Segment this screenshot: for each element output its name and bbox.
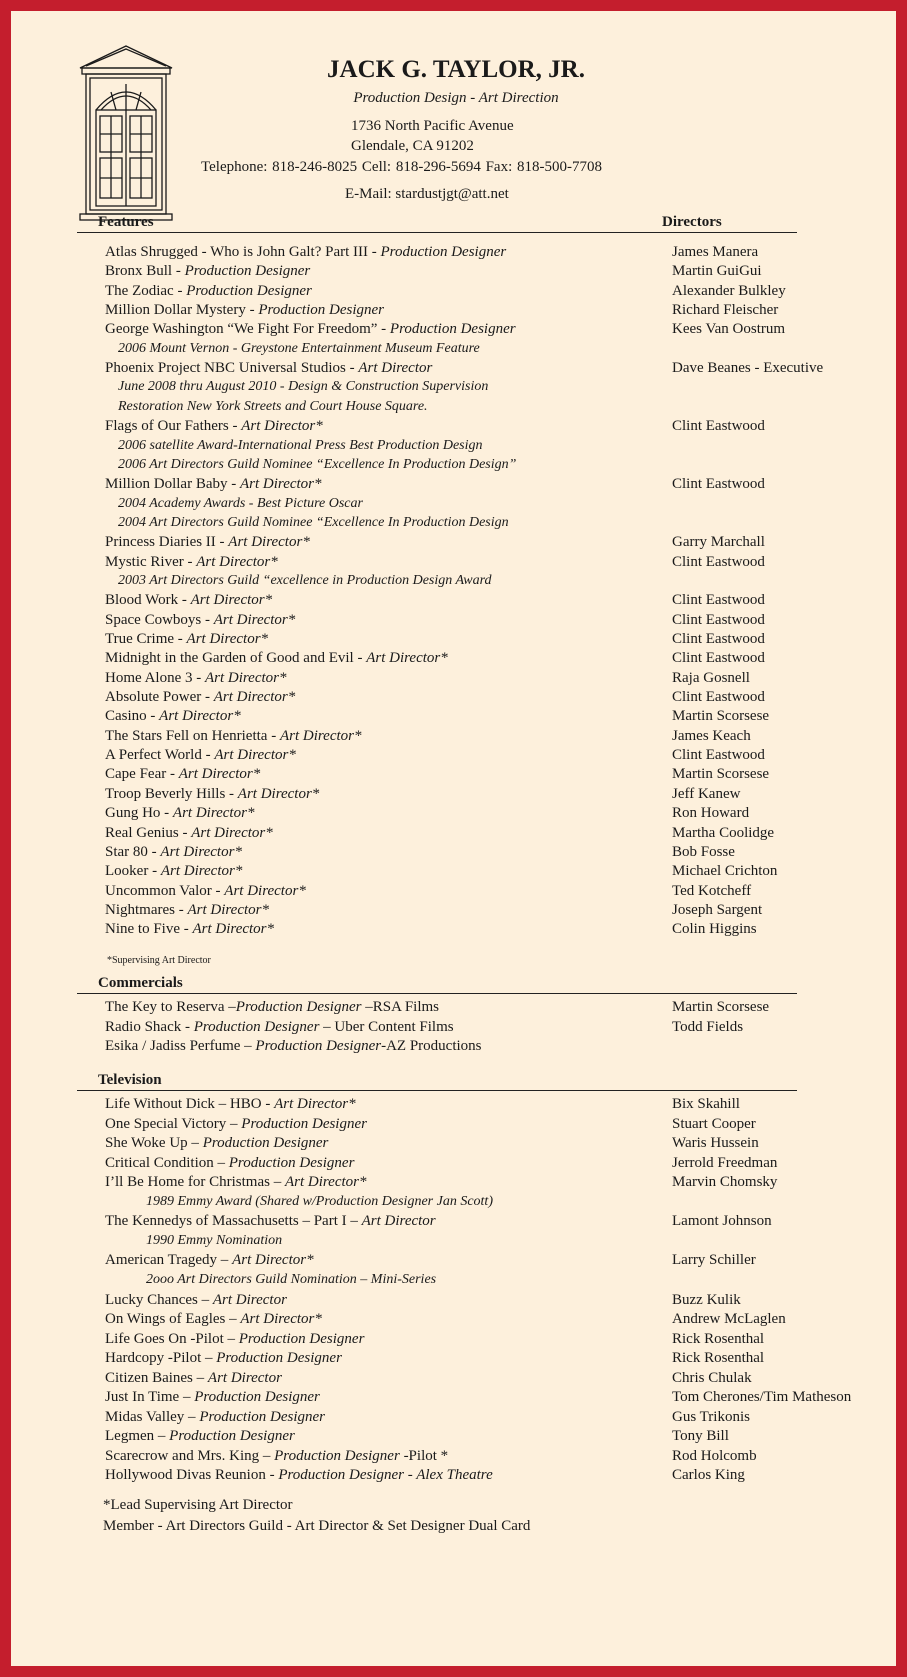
credit-row xyxy=(105,842,885,862)
credit-role: Production Designer xyxy=(216,1350,342,1367)
credit-role: Art Director* xyxy=(172,805,255,822)
credit-director: Clint Eastwood xyxy=(672,631,765,647)
credit-director: Raja Gosnell xyxy=(672,669,750,686)
directors-heading: Directors xyxy=(662,214,722,230)
credit-role: Art Director* xyxy=(279,727,362,744)
address-line: 1736 North Pacific Avenue xyxy=(351,118,514,134)
credit-role: Production Designer xyxy=(186,282,312,299)
credit-row xyxy=(105,552,885,572)
credit-note: 2004 Art Directors Guild Nominee “Excellence In Production Design xyxy=(118,514,509,530)
credit-row xyxy=(105,997,885,1017)
credit-row xyxy=(105,861,885,881)
credit-director: Martin GuiGui xyxy=(672,263,762,280)
credit-director: James Keach xyxy=(672,727,751,744)
credit-title: Million Dollar Mystery - Production Designer xyxy=(105,302,385,319)
credit-title: Bronx Bull - Production Designer xyxy=(105,263,311,280)
credit-director: Carlos King xyxy=(672,1467,745,1484)
credit-role: Art Director* xyxy=(178,766,261,783)
credit-title: Troop Beverly Hills - Art Director* xyxy=(105,785,320,802)
credit-role: Art Director* xyxy=(187,901,270,918)
credit-title: Real Genius - Art Director* xyxy=(105,824,273,841)
credit-row xyxy=(105,1368,885,1388)
credit-title: Flags of Our Fathers - Art Director* xyxy=(105,418,323,435)
credit-role: Art Director xyxy=(207,1369,282,1386)
credit-note: 2006 Mount Vernon - Greystone Entertainment Museum Feature xyxy=(118,340,480,356)
credit-row xyxy=(105,1211,885,1231)
credit-role: Production Designer xyxy=(274,1447,400,1464)
credit-note: 2004 Academy Awards - Best Picture Oscar xyxy=(118,495,363,511)
credit-role: Production Designer xyxy=(241,1115,367,1132)
credit-role: Art Director* xyxy=(237,785,320,802)
credit-director: Michael Crichton xyxy=(672,863,778,880)
credit-row xyxy=(105,803,885,823)
credit-title: Hardcopy -Pilot – Production Designer xyxy=(105,1350,342,1367)
credit-role: Art Director* xyxy=(232,1252,314,1269)
credit-title: Gung Ho - Art Director* xyxy=(105,805,255,822)
credit-role: Production Designer xyxy=(184,263,311,280)
credit-director: Joseph Sargent xyxy=(672,901,763,918)
credit-title: Lucky Chances – Art Director xyxy=(105,1291,287,1308)
credit-role: Art Director* xyxy=(240,476,322,493)
commercials-section-heading xyxy=(77,975,797,994)
credit-role: Art Director* xyxy=(213,611,296,628)
credit-note: June 2008 thru August 2010 - Design & Construction Supervision xyxy=(118,379,489,395)
credit-title: Life Without Dick – HBO - Art Director* xyxy=(105,1096,356,1112)
address-block xyxy=(351,116,514,156)
credit-title: Radio Shack - Production Designer – Uber Content Films xyxy=(105,1018,454,1035)
credit-title: Legmen – Production Designer xyxy=(105,1428,295,1445)
credit-title: Cape Fear - Art Director* xyxy=(105,766,261,783)
credit-role: Art Director* xyxy=(240,1311,322,1328)
credit-title: George Washington “We Fight For Freedom” - Production Designer xyxy=(105,321,516,338)
credit-director: Tony Bill xyxy=(672,1428,729,1445)
credit-title: A Perfect World - Art Director* xyxy=(105,747,296,764)
credit-title: Looker - Art Director* xyxy=(105,863,243,880)
credit-title: The Kennedys of Massachusetts – Part I – Art Director xyxy=(105,1213,436,1230)
credit-title: American Tragedy – Art Director* xyxy=(105,1252,314,1269)
credit-title: Uncommon Valor - Art Director* xyxy=(105,882,306,899)
credit-title: Hollywood Divas Reunion - Production Designer - Alex Theatre xyxy=(105,1467,493,1484)
credit-director: Garry Marchall xyxy=(672,534,765,551)
credit-row xyxy=(105,1036,885,1056)
credit-row xyxy=(105,900,885,920)
credit-director: Tom Cherones/Tim Matheson xyxy=(672,1389,852,1406)
credit-role: Art Director* xyxy=(204,669,287,686)
credit-role: Art Director xyxy=(212,1291,287,1308)
credit-title: Esika / Jadiss Perfume – Production Designer-AZ Productions xyxy=(105,1038,482,1054)
credit-director: James Manera xyxy=(672,244,759,260)
section-title: Features xyxy=(98,214,154,230)
credit-title: Casino - Art Director* xyxy=(105,708,241,725)
credit-title: I’ll Be Home for Christmas – Art Director* xyxy=(105,1174,367,1191)
credit-row xyxy=(105,1133,885,1153)
credit-role: Art Director* xyxy=(196,553,278,570)
credit-director: Dave Beanes - Executive xyxy=(672,360,824,377)
credit-director: Clint Eastwood xyxy=(672,611,765,628)
credit-director: Colin Higgins xyxy=(672,921,757,938)
credit-note: 1990 Emmy Nomination xyxy=(146,1232,283,1248)
credit-director: Clint Eastwood xyxy=(672,418,765,435)
credit-director: Rick Rosenthal xyxy=(672,1350,765,1367)
credit-role: Art Director* xyxy=(190,592,273,609)
credit-director: Ted Kotcheff xyxy=(672,882,752,899)
credit-note: 2003 Art Directors Guild “excellence in Production Design Award xyxy=(118,572,492,588)
credit-row xyxy=(105,1348,885,1368)
credit-role: Art Director* xyxy=(284,1174,367,1191)
credit-row xyxy=(105,1114,885,1134)
credit-title: Phoenix Project NBC Universal Studios - Art Director xyxy=(105,360,433,377)
credit-row xyxy=(105,668,885,688)
features-footnote: *Supervising Art Director xyxy=(107,955,211,966)
credit-row xyxy=(105,881,885,901)
classical-door-icon xyxy=(76,40,176,223)
credit-role: Art Director* xyxy=(274,1096,356,1112)
credit-row xyxy=(105,242,885,262)
credit-row xyxy=(105,745,885,765)
credit-row xyxy=(105,532,885,552)
credit-director: Kees Van Oostrum xyxy=(672,321,786,338)
credit-role: Art Director* xyxy=(159,708,241,725)
credit-title: Space Cowboys - Art Director* xyxy=(105,611,296,628)
resume-tagline: Production Design - Art Direction xyxy=(353,90,559,106)
credit-role: Art Director* xyxy=(186,631,269,647)
credit-role: Art Director* xyxy=(366,650,448,667)
television-section-heading xyxy=(77,1072,797,1091)
credit-director: Todd Fields xyxy=(672,1018,744,1035)
credit-director: Martin Scorsese xyxy=(672,766,770,783)
credit-title: Midnight in the Garden of Good and Evil - Art Director* xyxy=(105,650,448,667)
credit-role: Production Designer xyxy=(194,1389,320,1406)
credit-role: Art Director* xyxy=(214,747,296,764)
credit-row xyxy=(105,1407,885,1427)
credit-role: Production Designer xyxy=(389,321,516,338)
credit-row xyxy=(105,687,885,707)
credit-role: Production Designer xyxy=(193,1018,320,1035)
credit-title: Absolute Power - Art Director* xyxy=(105,689,296,706)
credit-role: Art Director* xyxy=(192,921,275,938)
credit-director: Jeff Kanew xyxy=(672,785,741,802)
credit-row xyxy=(105,281,885,301)
credit-role: Production Designer xyxy=(202,1135,329,1152)
credit-row xyxy=(105,1094,885,1114)
credit-role: Production Designer xyxy=(199,1408,325,1425)
credit-row xyxy=(105,706,885,726)
credit-director: Bob Fosse xyxy=(672,843,735,860)
credit-title: Atlas Shrugged - Who is John Galt? Part III - Production Designer xyxy=(105,244,507,260)
credit-row xyxy=(105,1309,885,1329)
credit-title: Citizen Baines – Art Director xyxy=(105,1369,282,1386)
credit-role: Production Designer xyxy=(255,1038,382,1054)
credit-role: Production Designer xyxy=(169,1428,295,1445)
credit-director: Rod Holcomb xyxy=(672,1447,757,1464)
credit-row xyxy=(105,629,885,649)
footer-membership: Member - Art Directors Guild - Art Director & Set Designer Dual Card xyxy=(103,1518,531,1534)
credit-director: Andrew McLaglen xyxy=(672,1311,786,1328)
credit-director: Gus Trikonis xyxy=(672,1408,750,1425)
credit-director: Clint Eastwood xyxy=(672,650,765,667)
credit-role: Art Director* xyxy=(191,824,273,841)
credit-title: Nightmares - Art Director* xyxy=(105,901,270,918)
credit-title: Just In Time – Production Designer xyxy=(105,1389,320,1406)
credit-title: The Stars Fell on Henrietta - Art Director* xyxy=(105,727,362,744)
credit-title: Blood Work - Art Director* xyxy=(105,592,273,609)
credit-director: Stuart Cooper xyxy=(672,1115,756,1132)
credit-row xyxy=(105,823,885,843)
credit-title: Critical Condition – Production Designer xyxy=(105,1154,355,1171)
credit-row xyxy=(105,610,885,630)
credit-row xyxy=(105,358,885,378)
credit-title: True Crime - Art Director* xyxy=(105,631,269,647)
credit-row xyxy=(105,764,885,784)
credit-row xyxy=(105,1153,885,1173)
credit-note: 2006 Art Directors Guild Nominee “Excellence In Production Design” xyxy=(118,456,517,472)
credit-role: Art Director* xyxy=(241,418,323,435)
credit-director: Bix Skahill xyxy=(672,1096,740,1112)
credit-director: Rick Rosenthal xyxy=(672,1330,765,1347)
credit-role: Art Director* xyxy=(160,843,242,860)
credit-role: Production Designer xyxy=(258,302,385,319)
credit-row xyxy=(105,474,885,494)
credit-director: Clint Eastwood xyxy=(672,592,765,609)
credit-note: 1989 Emmy Award (Shared w/Production Designer Jan Scott) xyxy=(146,1193,493,1209)
credit-row xyxy=(105,726,885,746)
credit-title: Million Dollar Baby - Art Director* xyxy=(105,476,322,493)
credit-role: Production Designer xyxy=(238,1330,365,1347)
credit-row xyxy=(105,261,885,281)
credit-role: Art Director xyxy=(358,360,433,377)
credit-director: Jerrold Freedman xyxy=(672,1154,778,1171)
credit-director: Buzz Kulik xyxy=(672,1291,741,1308)
credit-director: Ron Howard xyxy=(672,805,750,822)
credit-note: 2ooo Art Directors Guild Nomination – Mini-Series xyxy=(146,1271,437,1287)
credit-title: Star 80 - Art Director* xyxy=(105,843,242,860)
section-title: Television xyxy=(98,1072,162,1088)
credit-role: Art Director* xyxy=(160,863,243,880)
credit-row xyxy=(105,416,885,436)
phone-numbers: Telephone: 818-246-8025 Cell: 818-296-5694 Fax: 818-500-7708 xyxy=(201,159,602,175)
credit-row xyxy=(105,590,885,610)
credit-row xyxy=(105,1465,885,1485)
credit-director: Richard Fleischer xyxy=(672,302,779,319)
credit-title: One Special Victory – Production Designer xyxy=(105,1115,367,1132)
credit-director: Marvin Chomsky xyxy=(672,1174,778,1191)
credit-title: Home Alone 3 - Art Director* xyxy=(105,669,287,686)
credit-note: Restoration New York Streets and Court House Square. xyxy=(118,398,428,414)
resume-page xyxy=(11,11,896,1666)
credit-row xyxy=(105,1290,885,1310)
credit-row xyxy=(105,1017,885,1037)
credit-row xyxy=(105,1426,885,1446)
credit-title: Scarecrow and Mrs. King – Production Designer -Pilot * xyxy=(105,1447,449,1464)
credit-row xyxy=(105,1446,885,1466)
credit-row xyxy=(105,784,885,804)
features-section-heading xyxy=(77,214,797,233)
credit-director: Waris Hussein xyxy=(672,1135,759,1152)
credit-director: Alexander Bulkley xyxy=(672,282,786,299)
credit-row xyxy=(105,1172,885,1192)
credit-title: Midas Valley – Production Designer xyxy=(105,1408,325,1425)
credit-role: Production Designer xyxy=(235,999,362,1015)
credit-row xyxy=(105,1387,885,1407)
credit-row xyxy=(105,319,885,339)
credit-role: Production Designer xyxy=(380,244,507,260)
credit-title: Princess Diaries II - Art Director* xyxy=(105,534,310,551)
credit-note: 2006 satellite Award-International Press Best Production Design xyxy=(118,437,483,453)
address-line: Glendale, CA 91202 xyxy=(351,138,474,154)
credit-title: Mystic River - Art Director* xyxy=(105,553,278,570)
credit-row xyxy=(105,1329,885,1349)
credit-title: She Woke Up – Production Designer xyxy=(105,1135,329,1152)
credit-row xyxy=(105,300,885,320)
credit-director: Chris Chulak xyxy=(672,1369,752,1386)
credit-director: Larry Schiller xyxy=(672,1252,756,1269)
credit-director: Clint Eastwood xyxy=(672,476,765,493)
credit-title: Nine to Five - Art Director* xyxy=(105,921,275,938)
credit-title: The Key to Reserva –Production Designer –RSA Films xyxy=(105,999,440,1015)
credit-director: Martin Scorsese xyxy=(672,708,770,725)
credit-row xyxy=(105,648,885,668)
credit-row xyxy=(105,919,885,939)
credit-director: Clint Eastwood xyxy=(672,747,765,764)
credit-director: Martin Scorsese xyxy=(672,999,770,1015)
credit-director: Clint Eastwood xyxy=(672,553,765,570)
resume-name: JACK G. TAYLOR, JR. xyxy=(327,56,585,83)
credit-director: Martha Coolidge xyxy=(672,824,775,841)
footer-note: *Lead Supervising Art Director xyxy=(103,1497,293,1513)
credit-row xyxy=(105,1250,885,1270)
email-address: E-Mail: stardustjgt@att.net xyxy=(345,186,509,202)
credit-director: Lamont Johnson xyxy=(672,1213,772,1230)
credit-title: The Zodiac - Production Designer xyxy=(105,282,312,299)
credit-role: Production Designer xyxy=(228,1154,355,1171)
credit-role: Production Designer - Alex Theatre xyxy=(278,1467,493,1484)
credit-role: Art Director xyxy=(361,1213,436,1230)
credit-role: Art Director* xyxy=(228,534,310,551)
section-title: Commercials xyxy=(98,975,183,991)
credit-role: Art Director* xyxy=(213,689,296,706)
credit-title: Life Goes On -Pilot – Production Designer xyxy=(105,1330,365,1347)
credit-role: Art Director* xyxy=(224,882,306,899)
credit-director: Clint Eastwood xyxy=(672,689,765,706)
credit-title: On Wings of Eagles – Art Director* xyxy=(105,1311,322,1328)
